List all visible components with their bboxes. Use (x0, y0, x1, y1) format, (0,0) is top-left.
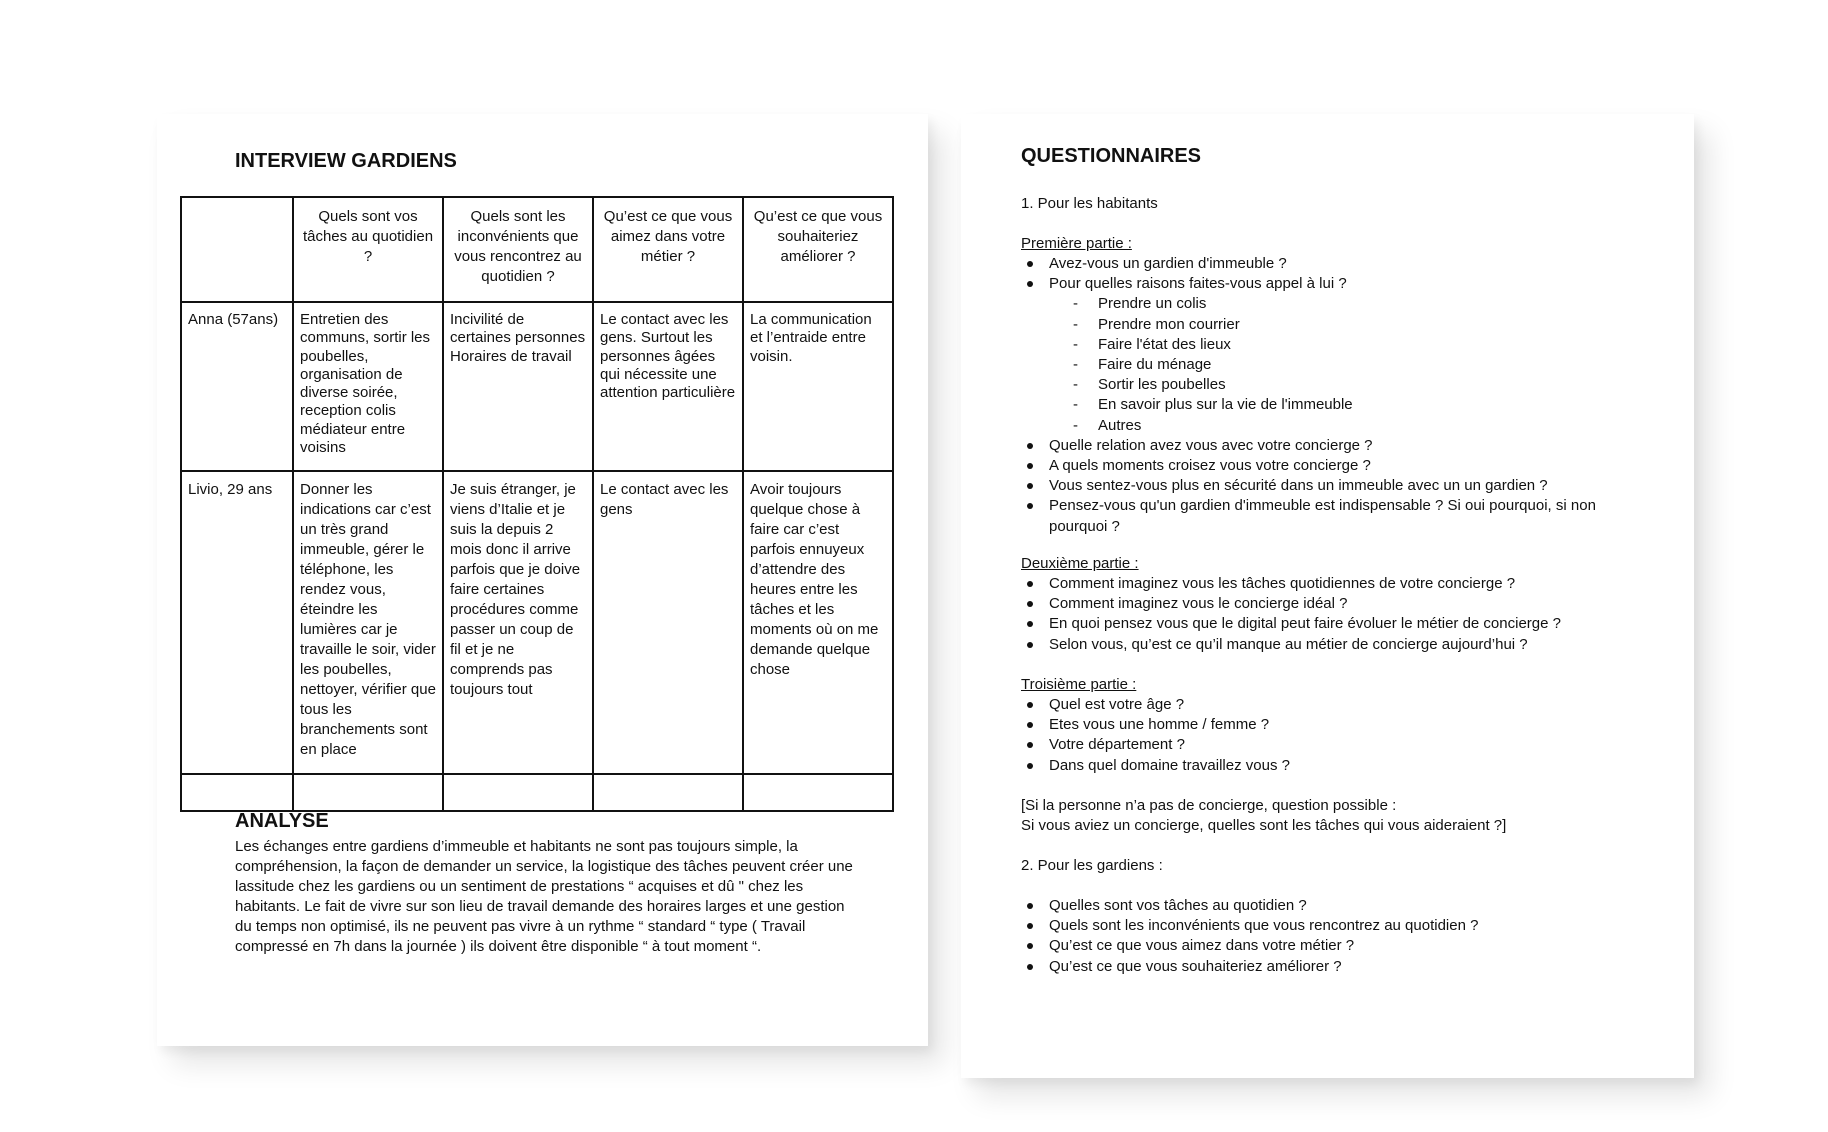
table-header-cell (181, 197, 293, 302)
list-item: Selon vous, qu’est ce qu’il manque au métier de concierge aujourd’hui ? (1049, 635, 1561, 655)
table-cell: Incivilité de certaines personnes Horaires de travail (443, 302, 593, 471)
list-item: Vous sentez-vous plus en sécurité dans un immeuble avec un un gardien ? (1049, 476, 1609, 496)
table-cell (743, 774, 893, 811)
list-item: Qu’est ce que vous aimez dans votre métier ? (1049, 936, 1478, 956)
section-habitants: 1. Pour les habitants (1021, 195, 1158, 212)
analyse-paragraph: Les échanges entre gardiens d’immeuble et habitants ne sont pas toujours simple, la compréhension, la façon de demander un service, la logistique des tâches peuvent créer une lassitude chez les gardiens ou un sentiment de prestations “ acquises et dû " chez les habitants. Le fait de vivre sur son lieu de travail demande des horaires larges et une gestion du temps non optimisé, ils ne peuvent pas vivre à un rythme “ standard “ type ( Travail compressé en 7h dans la journée ) ils doivent être disponible “ à tout moment “. (235, 838, 853, 955)
table-cell: Je suis étranger, je viens d’Italie et je suis la depuis 2 mois donc il arrive parfois que je doive faire certaines procédures comme passer un coup de fil et je ne comprends pas toujours tout (443, 471, 593, 774)
table-cell (593, 774, 743, 811)
table-header-cell: Quels sont vos tâches au quotidien ? (293, 197, 443, 302)
gardiens-questions (1049, 896, 1478, 977)
table-cell: Entretien des communs, sortir les poubelles, organisation de diverse soirée, reception colis médiateur entre voisins (293, 302, 443, 471)
table-header-row (181, 197, 893, 302)
list-item-label: Pour quelles raisons faites-vous appel à lui ? (1049, 275, 1347, 293)
list-item: Quels sont les inconvénients que vous rencontrez au quotidien ? (1049, 916, 1478, 936)
list-item: Avez-vous un gardien d'immeuble ? (1049, 254, 1609, 274)
table-cell: Le contact avec les gens. Surtout les personnes âgées qui nécessite une attention particulière (593, 302, 743, 471)
part-label: Deuxième partie : (1021, 555, 1139, 572)
list-item: En quoi pensez vous que le digital peut faire évoluer le métier de concierge ? (1049, 614, 1561, 634)
sub-item: - Faire du ménage (1098, 355, 1609, 375)
table-header-cell: Quels sont les inconvénients que vous rencontrez au quotidien ? (443, 197, 593, 302)
sub-item: - Prendre mon courrier (1098, 315, 1609, 335)
questionnaire-page (961, 114, 1694, 1078)
interview-page (157, 114, 928, 1046)
list-item: Votre département ? (1049, 735, 1290, 755)
sub-item: - Sortir les poubelles (1098, 375, 1609, 395)
table-row (181, 774, 893, 811)
list-item: A quels moments croisez vous votre concierge ? (1049, 456, 1609, 476)
interview-title: INTERVIEW GARDIENS (235, 150, 457, 172)
part3-questions (1049, 695, 1290, 776)
table-cell: Avoir toujours quelque chose à faire car c’est parfois ennuyeux d’attendre des heures entre les tâches et les moments où on me demande quelque chose (743, 471, 893, 774)
list-item: Qu’est ce que vous souhaiteriez améliorer ? (1049, 957, 1478, 977)
list-item: Quelles sont vos tâches au quotidien ? (1049, 896, 1478, 916)
list-item: Quel est votre âge ? (1049, 695, 1290, 715)
table-header-cell: Qu’est ce que vous aimez dans votre métier ? (593, 197, 743, 302)
questionnaire-title: QUESTIONNAIRES (1021, 145, 1202, 167)
list-item: Comment imaginez vous les tâches quotidiennes de votre concierge ? (1049, 574, 1561, 594)
list-item: Etes vous une homme / femme ? (1049, 715, 1290, 735)
table-cell: La communication et l’entraide entre voisin. (743, 302, 893, 471)
interview-table (180, 196, 894, 812)
note-line: [Si la personne n’a pas de concierge, question possible : (1021, 797, 1397, 814)
part-label: Première partie : (1021, 235, 1132, 252)
table-header-cell: Qu’est ce que vous souhaiteriez améliorer ? (743, 197, 893, 302)
analyse-title: ANALYSE (235, 810, 329, 832)
table-cell: Anna (57ans) (181, 302, 293, 471)
sub-item: - Faire l'état des lieux (1098, 335, 1609, 355)
table-cell (181, 774, 293, 811)
list-item: Quelle relation avez vous avec votre concierge ? (1049, 436, 1609, 456)
reasons-sublist (1049, 294, 1609, 435)
part2-questions (1049, 574, 1561, 655)
part1-questions (1049, 254, 1609, 537)
table-cell: Le contact avec les gens (593, 471, 743, 774)
list-item: Dans quel domaine travaillez vous ? (1049, 756, 1290, 776)
table-cell: Donner les indications car c’est un très grand immeuble, gérer le téléphone, les rendez vous, éteindre les lumières car je travaille le soir, vider les poubelles, nettoyer, vérifier que tous les branchements sont en place (293, 471, 443, 774)
sub-item: - Prendre un colis (1098, 294, 1609, 314)
table-row (181, 471, 893, 774)
sub-item: - Autres (1098, 416, 1609, 436)
section-gardiens: 2. Pour les gardiens : (1021, 857, 1163, 874)
sub-item: - En savoir plus sur la vie de l'immeuble (1098, 395, 1609, 415)
list-item (1049, 274, 1609, 436)
table-cell: Livio, 29 ans (181, 471, 293, 774)
note-line: Si vous aviez un concierge, quelles sont les tâches qui vous aideraient ?] (1021, 817, 1507, 834)
part-label: Troisième partie : (1021, 676, 1137, 693)
table-row (181, 302, 893, 471)
list-item: Pensez-vous qu'un gardien d'immeuble est indispensable ? Si oui pourquoi, si non pourquoi ? (1049, 496, 1609, 536)
list-item: Comment imaginez vous le concierge idéal ? (1049, 594, 1561, 614)
table-cell (293, 774, 443, 811)
table-cell (443, 774, 593, 811)
